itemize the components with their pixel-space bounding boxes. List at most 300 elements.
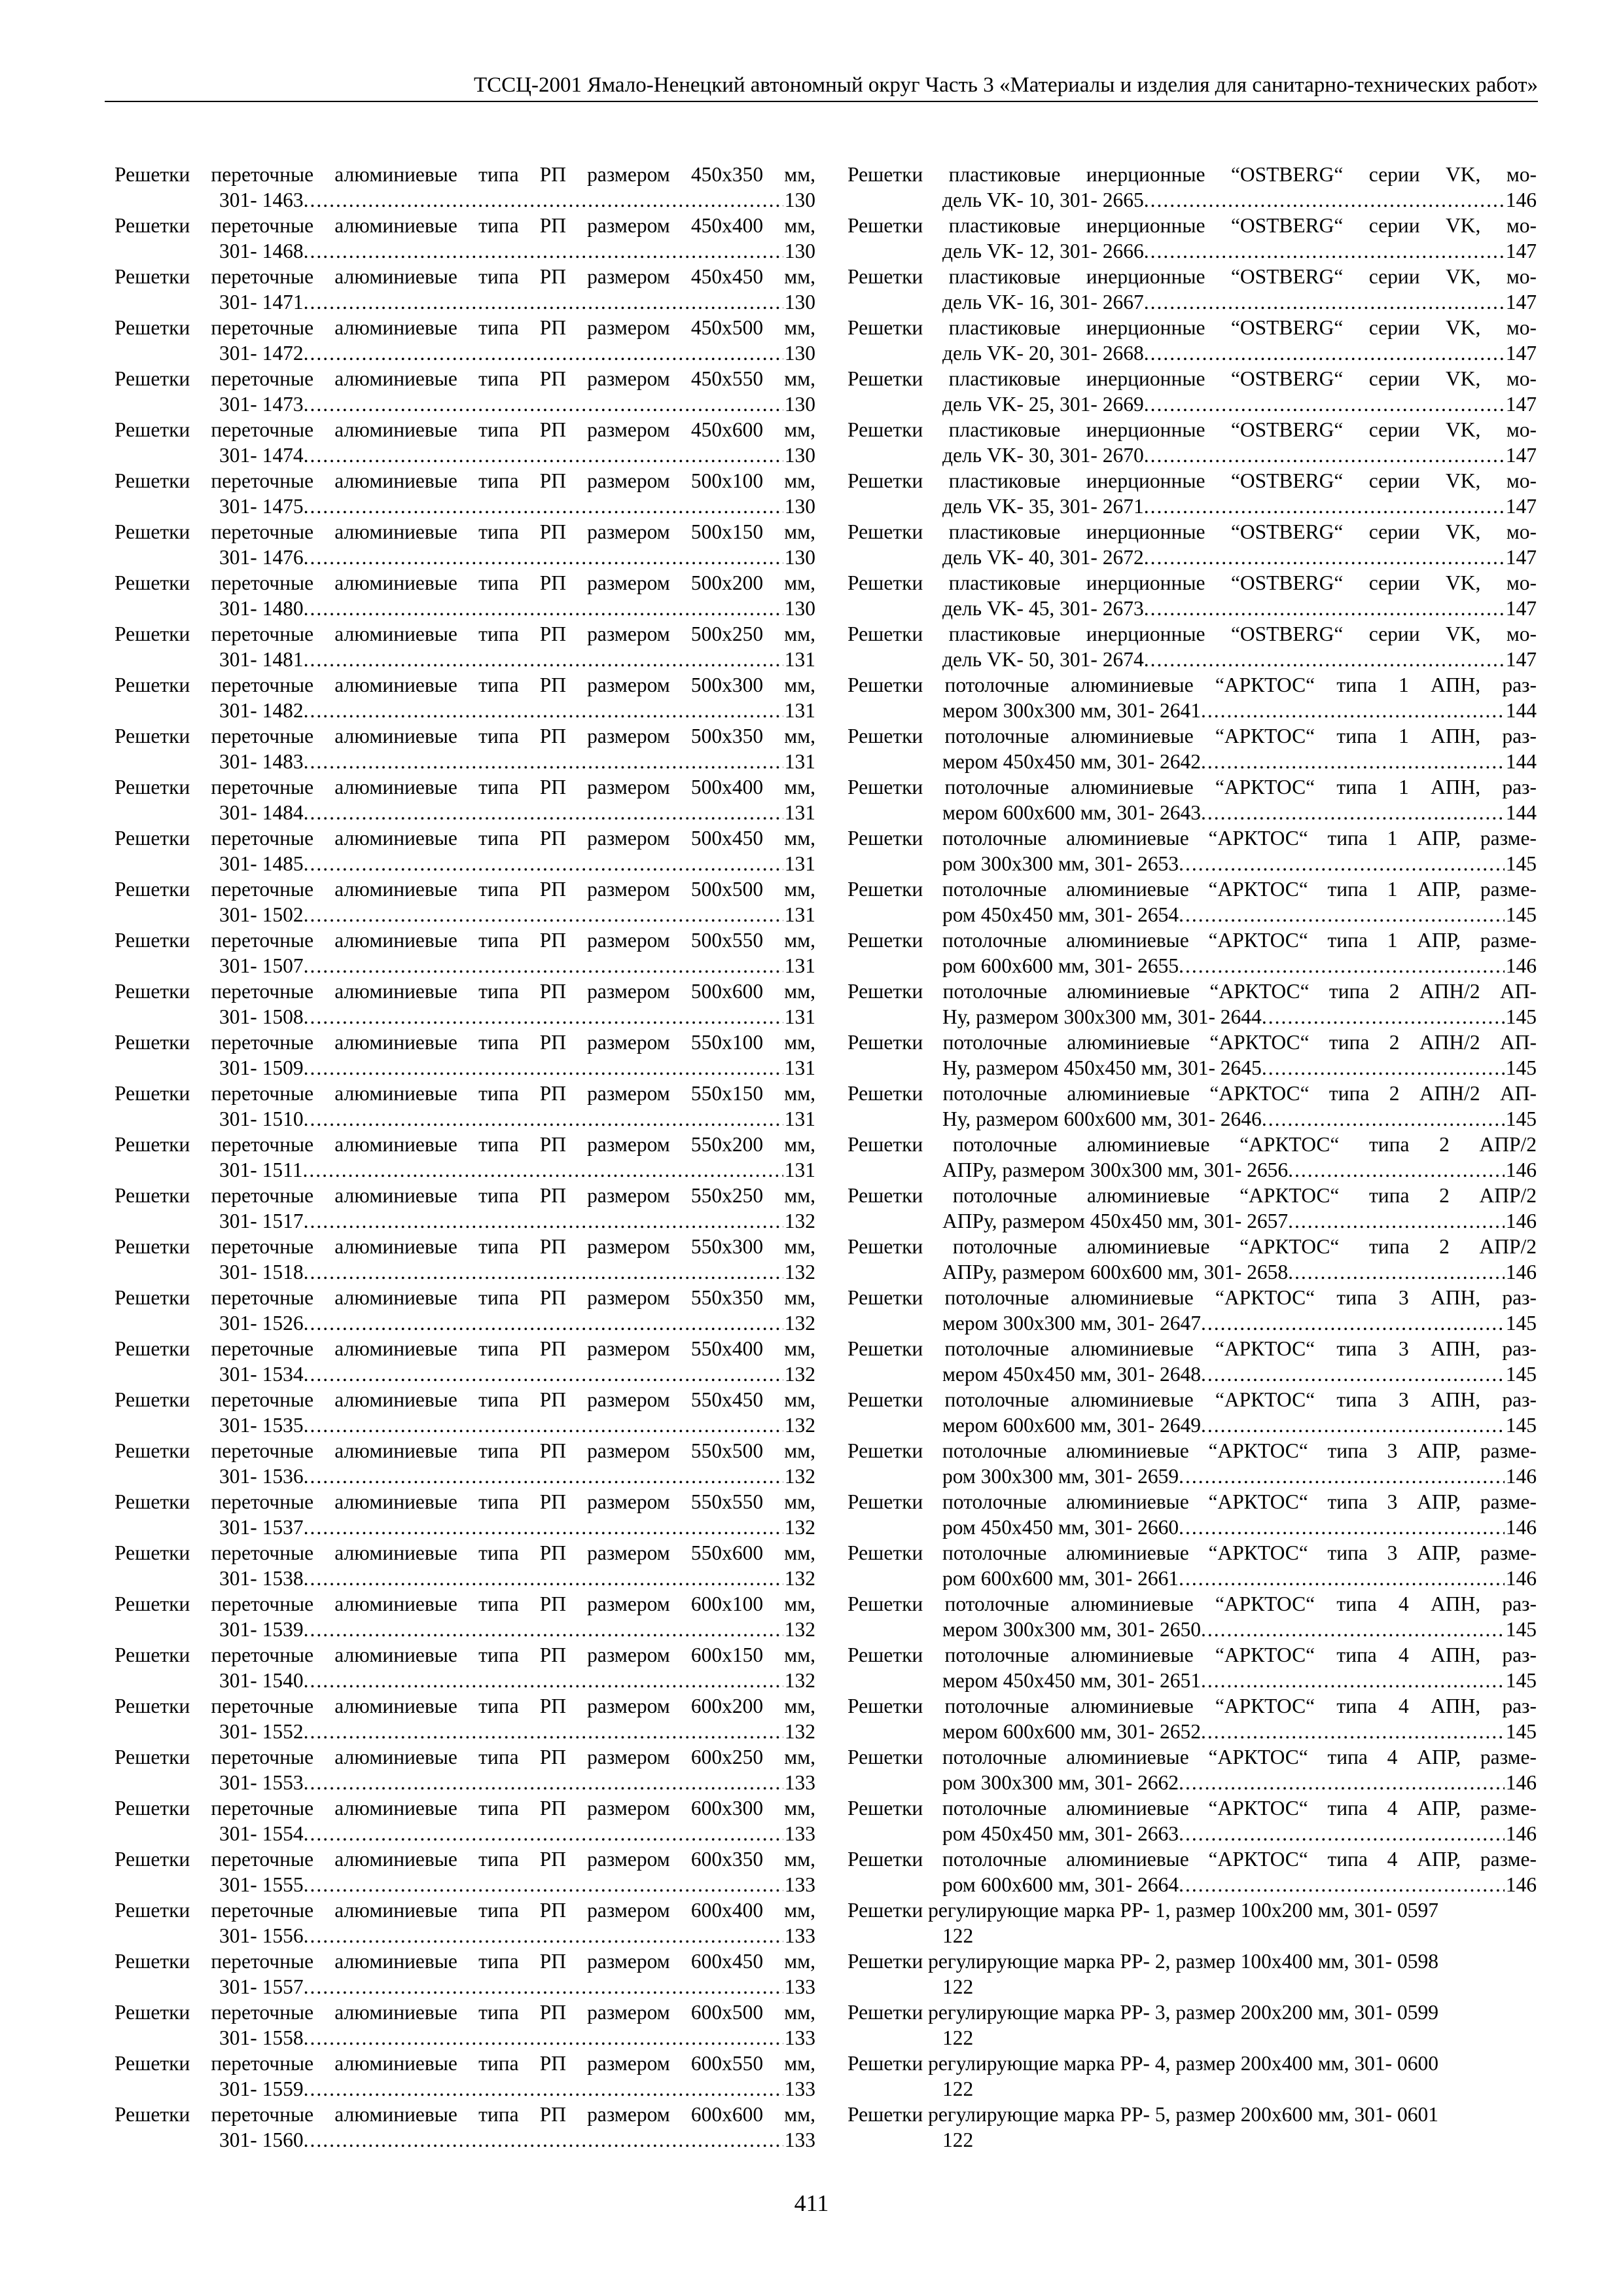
entry-title: Решетки переточные алюминиевые типа РП размером 450х500 мм, — [115, 316, 815, 339]
entry-reference — [115, 1974, 815, 2000]
entry-title: Решетки переточные алюминиевые типа РП размером 550х100 мм, — [115, 1031, 815, 1054]
dot-leader — [304, 1617, 783, 1642]
entry-code: 301- 1474 — [219, 444, 304, 467]
index-entry — [115, 1438, 815, 1489]
entry-reference — [115, 851, 815, 876]
entry-page: 131 — [784, 1005, 815, 1028]
entry-page: 132 — [784, 1210, 815, 1232]
right-index-column — [847, 162, 1537, 2153]
entry-title: Решетки переточные алюминиевые типа РП размером 500х400 мм, — [115, 776, 815, 798]
entry-reference — [115, 1208, 815, 1234]
entry-page: 131 — [784, 852, 815, 875]
entry-reference — [847, 1974, 1537, 2000]
entry-title: Решетки переточные алюминиевые типа РП размером 600х500 мм, — [115, 2001, 815, 2024]
entry-title: Решетки переточные алюминиевые типа РП размером 550х250 мм, — [115, 1184, 815, 1207]
entry-title: Решетки переточные алюминиевые типа РП размером 500х200 мм, — [115, 571, 815, 594]
entry-title: Решетки переточные алюминиевые типа РП размером 550х300 мм, — [115, 1235, 815, 1258]
entry-page: 131 — [784, 954, 815, 977]
entry-code: 122 — [942, 2026, 974, 2049]
entry-code: 301- 1526 — [219, 1312, 304, 1335]
index-entry — [847, 1744, 1537, 1795]
entry-reference — [847, 1821, 1537, 1846]
entry-title: Решетки потолочные алюминиевые “АРКТОС“ типа 1 АПН, раз- — [847, 776, 1537, 798]
dot-leader — [304, 1361, 783, 1387]
entry-reference — [847, 1719, 1537, 1744]
entry-page: 145 — [1505, 1312, 1537, 1335]
entry-code: 301- 1480 — [219, 597, 304, 620]
entry-reference — [115, 1361, 815, 1387]
index-entry — [115, 1234, 815, 1285]
entry-page: 144 — [1505, 750, 1537, 773]
entry-page: 147 — [1505, 546, 1537, 569]
entry-reference — [847, 1566, 1537, 1591]
dot-leader — [304, 1923, 783, 1948]
dot-leader — [1201, 800, 1505, 825]
entry-code: 301- 1485 — [219, 852, 304, 875]
entry-title: Решетки пластиковые инерционные “OSTBERG“ серии VK, мо- — [847, 520, 1537, 543]
entry-reference — [847, 1055, 1537, 1081]
entry-title: Решетки потолочные алюминиевые “АРКТОС“ типа 1 АПР, разме- — [847, 878, 1537, 901]
entry-title: Решетки регулирующие марка РР- 4, размер 200х400 мм, 301- 0600 — [847, 2052, 1438, 2075]
entry-title: Решетки потолочные алюминиевые “АРКТОС“ типа 2 АПР/2 — [847, 1184, 1537, 1207]
entry-title: Решетки пластиковые инерционные “OSTBERG“ серии VK, мо- — [847, 316, 1537, 339]
index-entry — [115, 1591, 815, 1642]
entry-reference — [115, 1055, 815, 1081]
entry-page: 147 — [1505, 240, 1537, 262]
entry-code: АПРу, размером 450х450 мм, 301- 2657 — [942, 1210, 1289, 1232]
index-entry — [115, 621, 815, 672]
dot-leader — [304, 1106, 783, 1132]
entry-page: 145 — [1505, 1005, 1537, 1028]
entry-page: 131 — [784, 1107, 815, 1130]
entry-code: 301- 1482 — [219, 699, 304, 722]
entry-page: 145 — [1505, 1107, 1537, 1130]
dot-leader — [304, 647, 783, 672]
entry-code: 301- 1481 — [219, 648, 304, 671]
index-entry — [847, 1387, 1537, 1438]
entry-reference — [847, 1617, 1537, 1642]
entry-title: Решетки переточные алюминиевые типа РП размером 500х450 мм, — [115, 827, 815, 850]
entry-code: 301- 1471 — [219, 291, 304, 314]
index-entry — [115, 927, 815, 978]
entry-page: 147 — [1505, 291, 1537, 314]
entry-title: Решетки переточные алюминиевые типа РП размером 500х300 мм, — [115, 673, 815, 696]
entry-title: Решетки переточные алюминиевые типа РП размером 600х200 мм, — [115, 1695, 815, 1717]
entry-page: 132 — [784, 1363, 815, 1386]
dot-leader — [304, 2127, 783, 2153]
entry-title: Решетки потолочные алюминиевые “АРКТОС“ типа 4 АПН, раз- — [847, 1592, 1537, 1615]
entry-page: 130 — [784, 291, 815, 314]
entry-reference — [115, 1463, 815, 1489]
index-entry — [115, 1693, 815, 1744]
entry-title: Решетки переточные алюминиевые типа РП размером 550х400 мм, — [115, 1337, 815, 1360]
entry-reference — [847, 902, 1537, 927]
entry-title: Решетки переточные алюминиевые типа РП размером 450х400 мм, — [115, 214, 815, 237]
entry-page: 130 — [784, 188, 815, 211]
entry-code: 301- 1473 — [219, 393, 304, 416]
index-entry — [115, 1540, 815, 1591]
entry-title: Решетки потолочные алюминиевые “АРКТОС“ типа 1 АПР, разме- — [847, 929, 1537, 952]
dot-leader — [1201, 698, 1505, 723]
entry-title: Решетки регулирующие марка РР- 3, размер 200х200 мм, 301- 0599 — [847, 2001, 1438, 2024]
index-entry — [115, 672, 815, 723]
entry-reference — [847, 2127, 1537, 2153]
index-entry — [115, 1387, 815, 1438]
entry-page: 133 — [784, 1975, 815, 1998]
entry-page: 146 — [1505, 1158, 1537, 1181]
entry-code: 301- 1555 — [219, 1873, 304, 1896]
entry-title: Решетки переточные алюминиевые типа РП размером 600х550 мм, — [115, 2052, 815, 2075]
index-entry — [847, 1132, 1537, 1183]
index-entry — [115, 1183, 815, 1234]
index-entry — [847, 825, 1537, 876]
dot-leader — [304, 493, 783, 519]
entry-page: 145 — [1505, 852, 1537, 875]
index-entry — [847, 1438, 1537, 1489]
entry-reference — [115, 1310, 815, 1336]
entry-page: 131 — [784, 1158, 815, 1181]
entry-title: Решетки переточные алюминиевые типа РП размером 500х600 мм, — [115, 980, 815, 1003]
entry-reference — [115, 1821, 815, 1846]
index-entry — [115, 978, 815, 1030]
entry-page: 131 — [784, 801, 815, 824]
entry-code: мером 600х600 мм, 301- 2643 — [942, 801, 1201, 824]
dot-leader — [304, 1566, 783, 1591]
entry-title: Решетки потолочные алюминиевые “АРКТОС“ типа 3 АПР, разме- — [847, 1439, 1537, 1462]
entry-code: ром 300х300 мм, 301- 2659 — [942, 1465, 1179, 1488]
entry-title: Решетки пластиковые инерционные “OSTBERG“ серии VK, мо- — [847, 367, 1537, 390]
index-entry — [115, 264, 815, 315]
entry-reference — [115, 1566, 815, 1591]
entry-title: Решетки потолочные алюминиевые “АРКТОС“ типа 1 АПН, раз- — [847, 673, 1537, 696]
entry-code: дель VK- 45, 301- 2673 — [942, 597, 1144, 620]
entry-page: 131 — [784, 903, 815, 926]
dot-leader — [1179, 851, 1505, 876]
entry-code: 301- 1518 — [219, 1261, 304, 1283]
entry-page: 133 — [784, 1873, 815, 1896]
entry-reference — [115, 1872, 815, 1897]
entry-code: 301- 1534 — [219, 1363, 304, 1386]
entry-code: мером 450х450 мм, 301- 2651 — [942, 1669, 1201, 1692]
entry-code: дель VK- 50, 301- 2674 — [942, 648, 1144, 671]
index-entry — [847, 213, 1537, 264]
dot-leader — [304, 1208, 783, 1234]
entry-reference — [847, 442, 1537, 468]
entry-title: Решетки потолочные алюминиевые “АРКТОС“ типа 3 АПН, раз- — [847, 1337, 1537, 1360]
entry-reference — [847, 953, 1537, 978]
dot-leader — [1262, 1055, 1505, 1081]
entry-reference — [847, 2025, 1537, 2051]
entry-code: 301- 1510 — [219, 1107, 304, 1130]
entry-reference — [115, 289, 815, 315]
entry-code: 301- 1557 — [219, 1975, 304, 1998]
entry-title: Решетки потолочные алюминиевые “АРКТОС“ типа 2 АПР/2 — [847, 1133, 1537, 1156]
entry-title: Решетки пластиковые инерционные “OSTBERG“ серии VK, мо- — [847, 163, 1537, 186]
entry-page: 145 — [1505, 1720, 1537, 1743]
entry-page: 146 — [1505, 188, 1537, 211]
entry-title: Решетки переточные алюминиевые типа РП размером 450х550 мм, — [115, 367, 815, 390]
entry-reference — [847, 1157, 1537, 1183]
dot-leader — [1201, 1668, 1505, 1693]
dot-leader — [304, 698, 783, 723]
index-entry — [847, 1183, 1537, 1234]
index-entry — [115, 1948, 815, 2000]
dot-leader — [1144, 289, 1505, 315]
index-entry — [115, 1336, 815, 1387]
entry-reference — [847, 391, 1537, 417]
entry-title: Решетки потолочные алюминиевые “АРКТОС“ типа 2 АПН/2 АП- — [847, 1082, 1537, 1105]
index-entry — [115, 876, 815, 927]
entry-reference — [115, 493, 815, 519]
entry-title: Решетки переточные алюминиевые типа РП размером 500х100 мм, — [115, 469, 815, 492]
entry-page: 132 — [784, 1261, 815, 1283]
index-entry — [847, 570, 1537, 621]
entry-page: 130 — [784, 444, 815, 467]
entry-title: Решетки переточные алюминиевые типа РП размером 450х600 мм, — [115, 418, 815, 441]
entry-reference — [115, 2025, 815, 2051]
index-entry — [847, 978, 1537, 1030]
entry-reference — [847, 1004, 1537, 1030]
dot-leader — [1179, 1515, 1505, 1540]
index-entry — [847, 315, 1537, 366]
entry-title: Решетки пластиковые инерционные “OSTBERG“ серии VK, мо- — [847, 622, 1537, 645]
index-entry — [115, 774, 815, 825]
entry-title: Решетки переточные алюминиевые типа РП размером 600х400 мм, — [115, 1899, 815, 1922]
entry-reference — [847, 340, 1537, 366]
entry-title: Решетки переточные алюминиевые типа РП размером 550х550 мм, — [115, 1490, 815, 1513]
entry-code: дель VK- 20, 301- 2668 — [942, 342, 1144, 365]
entry-title: Решетки переточные алюминиевые типа РП размером 600х450 мм, — [115, 1950, 815, 1973]
entry-reference — [115, 800, 815, 825]
entry-code: дель VK- 30, 301- 2670 — [942, 444, 1144, 467]
entry-reference — [847, 187, 1537, 213]
entry-code: Ну, размером 450х450 мм, 301- 2645 — [942, 1056, 1262, 1079]
entry-title: Решетки потолочные алюминиевые “АРКТОС“ типа 4 АПР, разме- — [847, 1746, 1537, 1768]
index-entry — [847, 519, 1537, 570]
entry-page: 130 — [784, 495, 815, 518]
index-entry — [847, 2051, 1537, 2102]
entry-code: ром 300х300 мм, 301- 2653 — [942, 852, 1179, 875]
dot-leader — [304, 2076, 783, 2102]
index-entry — [115, 162, 815, 213]
index-entry — [115, 468, 815, 519]
index-entry — [115, 825, 815, 876]
entry-title: Решетки пластиковые инерционные “OSTBERG“ серии VK, мо- — [847, 469, 1537, 492]
index-entry — [847, 621, 1537, 672]
entry-code: 301- 1556 — [219, 1924, 304, 1947]
entry-code: мером 450х450 мм, 301- 2642 — [942, 750, 1201, 773]
entry-code: 301- 1540 — [219, 1669, 304, 1692]
index-entry — [847, 723, 1537, 774]
index-entry — [847, 417, 1537, 468]
entry-title: Решетки регулирующие марка РР- 5, размер 200х600 мм, 301- 0601 — [847, 2103, 1438, 2126]
entry-title: Решетки потолочные алюминиевые “АРКТОС“ типа 4 АПН, раз- — [847, 1643, 1537, 1666]
entry-code: мером 600х600 мм, 301- 2652 — [942, 1720, 1201, 1743]
entry-code: мером 450х450 мм, 301- 2648 — [942, 1363, 1201, 1386]
entry-title: Решетки потолочные алюминиевые “АРКТОС“ типа 1 АПР, разме- — [847, 827, 1537, 850]
index-entry — [115, 519, 815, 570]
dot-leader — [304, 1719, 783, 1744]
entry-code: 301- 1559 — [219, 2077, 304, 2100]
dot-leader — [1288, 1259, 1505, 1285]
entry-title: Решетки переточные алюминиевые типа РП размером 600х150 мм, — [115, 1643, 815, 1666]
index-entry — [847, 1693, 1537, 1744]
dot-leader — [1144, 647, 1505, 672]
entry-title: Решетки пластиковые инерционные “OSTBERG“ серии VK, мо- — [847, 265, 1537, 288]
dot-leader — [304, 187, 783, 213]
entry-reference — [847, 1463, 1537, 1489]
entry-page: 130 — [784, 597, 815, 620]
entry-page: 147 — [1505, 597, 1537, 620]
entry-title: Решетки потолочные алюминиевые “АРКТОС“ типа 4 АПР, разме- — [847, 1848, 1537, 1871]
entry-title: Решетки переточные алюминиевые типа РП размером 500х500 мм, — [115, 878, 815, 901]
dot-leader — [304, 238, 783, 264]
dot-leader — [304, 1463, 783, 1489]
index-entry — [115, 723, 815, 774]
entry-reference — [115, 596, 815, 621]
entry-title: Решетки пластиковые инерционные “OSTBERG“ серии VK, мо- — [847, 418, 1537, 441]
entry-code: 122 — [942, 2077, 974, 2100]
entry-code: дель VK- 35, 301- 2671 — [942, 495, 1144, 518]
entry-code: 301- 1508 — [219, 1005, 304, 1028]
entry-reference — [115, 187, 815, 213]
entry-code: 301- 1476 — [219, 546, 304, 569]
index-entry — [847, 1846, 1537, 1897]
dot-leader — [302, 1157, 783, 1183]
index-entry — [847, 1081, 1537, 1132]
dot-leader — [1288, 1208, 1505, 1234]
entry-page: 145 — [1505, 903, 1537, 926]
index-entry — [847, 468, 1537, 519]
entry-title: Решетки переточные алюминиевые типа РП размером 600х300 мм, — [115, 1797, 815, 1820]
index-entry — [115, 570, 815, 621]
entry-reference — [847, 1310, 1537, 1336]
index-entry — [847, 927, 1537, 978]
entry-title: Решетки переточные алюминиевые типа РП размером 500х350 мм, — [115, 725, 815, 747]
entry-page: 147 — [1505, 342, 1537, 365]
entry-code: мером 300х300 мм, 301- 2650 — [942, 1618, 1201, 1641]
entry-title: Решетки регулирующие марка РР- 1, размер 100х200 мм, 301- 0597 — [847, 1899, 1438, 1922]
entry-reference — [847, 1208, 1537, 1234]
entry-page: 131 — [784, 750, 815, 773]
entry-page: 131 — [784, 699, 815, 722]
entry-code: АПРу, размером 300х300 мм, 301- 2656 — [942, 1158, 1289, 1181]
entry-page: 145 — [1505, 1363, 1537, 1386]
entry-code: дель VK- 10, 301- 2665 — [942, 188, 1144, 211]
index-entry — [115, 1081, 815, 1132]
dot-leader — [304, 851, 783, 876]
dot-leader — [1201, 1617, 1505, 1642]
entry-title: Решетки переточные алюминиевые типа РП размером 500х250 мм, — [115, 622, 815, 645]
entry-reference — [115, 1259, 815, 1285]
entry-title: Решетки регулирующие марка РР- 2, размер 100х400 мм, 301- 0598 — [847, 1950, 1438, 1973]
dot-leader — [304, 1872, 783, 1897]
entry-page: 132 — [784, 1414, 815, 1437]
dot-leader — [1179, 1463, 1505, 1489]
entry-code: дель VK- 25, 301- 2669 — [942, 393, 1144, 416]
entry-title: Решетки переточные алюминиевые типа РП размером 500х150 мм, — [115, 520, 815, 543]
entry-reference — [115, 1923, 815, 1948]
entry-title: Решетки переточные алюминиевые типа РП размером 450х350 мм, — [115, 163, 815, 186]
entry-reference — [847, 800, 1537, 825]
dot-leader — [1201, 1361, 1505, 1387]
entry-page: 146 — [1505, 1465, 1537, 1488]
entry-reference — [847, 596, 1537, 621]
entry-title: Решетки переточные алюминиевые типа РП размером 550х350 мм, — [115, 1286, 815, 1309]
dot-leader — [1179, 1821, 1505, 1846]
entry-reference — [847, 1515, 1537, 1540]
entry-code: Ну, размером 600х600 мм, 301- 2646 — [942, 1107, 1262, 1130]
entry-page: 132 — [784, 1720, 815, 1743]
index-entry — [847, 1540, 1537, 1591]
entry-title: Решетки потолочные алюминиевые “АРКТОС“ типа 2 АПН/2 АП- — [847, 1031, 1537, 1054]
page-number: 411 — [794, 2190, 829, 2216]
entry-reference — [115, 238, 815, 264]
entry-reference — [847, 698, 1537, 723]
entry-reference — [115, 1412, 815, 1438]
entry-code: 301- 1502 — [219, 903, 304, 926]
index-entry — [115, 1489, 815, 1540]
index-entry — [115, 1030, 815, 1081]
entry-reference — [115, 1004, 815, 1030]
entry-page: 133 — [784, 1822, 815, 1845]
entry-page: 132 — [784, 1618, 815, 1641]
header-title: ТССЦ-2001 Ямало-Ненецкий автономный округ Часть 3 «Материалы и изделия для санитарно-технических работ» — [473, 73, 1538, 97]
dot-leader — [304, 1821, 783, 1846]
entry-code: 301- 1558 — [219, 2026, 304, 2049]
entry-code: 122 — [942, 1924, 974, 1947]
entry-code: АПРу, размером 600х600 мм, 301- 2658 — [942, 1261, 1289, 1283]
entry-code: 301- 1536 — [219, 1465, 304, 1488]
dot-leader — [304, 1055, 783, 1081]
index-entry — [847, 366, 1537, 417]
index-entry — [847, 1030, 1537, 1081]
index-entry — [115, 2051, 815, 2102]
entry-code: мером 300х300 мм, 301- 2647 — [942, 1312, 1201, 1335]
index-entry — [847, 1795, 1537, 1846]
index-entry — [847, 1234, 1537, 1285]
entry-page: 145 — [1505, 1669, 1537, 1692]
entry-reference — [847, 851, 1537, 876]
entry-reference — [115, 698, 815, 723]
index-entry — [115, 1132, 815, 1183]
entry-code: ром 600х600 мм, 301- 2661 — [942, 1567, 1179, 1590]
entry-reference — [115, 749, 815, 774]
dot-leader — [1144, 493, 1505, 519]
entry-page: 144 — [1505, 699, 1537, 722]
entry-title: Решетки потолочные алюминиевые “АРКТОС“ типа 1 АПН, раз- — [847, 725, 1537, 747]
dot-leader — [304, 953, 783, 978]
entry-title: Решетки переточные алюминиевые типа РП размером 600х250 мм, — [115, 1746, 815, 1768]
dot-leader — [304, 1668, 783, 1693]
entry-title: Решетки переточные алюминиевые типа РП размером 450х450 мм, — [115, 265, 815, 288]
dot-leader — [1144, 391, 1505, 417]
left-index-column — [115, 162, 815, 2153]
index-entry — [847, 1285, 1537, 1336]
entry-code: 301- 1507 — [219, 954, 304, 977]
dot-leader — [304, 749, 783, 774]
entry-reference — [115, 2076, 815, 2102]
dot-leader — [304, 289, 783, 315]
index-entry — [847, 2000, 1537, 2051]
entry-title: Решетки потолочные алюминиевые “АРКТОС“ типа 3 АПН, раз- — [847, 1286, 1537, 1309]
index-entry — [847, 1489, 1537, 1540]
index-entry — [115, 366, 815, 417]
entry-title: Решетки потолочные алюминиевые “АРКТОС“ типа 3 АПР, разме- — [847, 1541, 1537, 1564]
index-entry — [847, 672, 1537, 723]
index-entry — [115, 315, 815, 366]
entry-reference — [847, 545, 1537, 570]
